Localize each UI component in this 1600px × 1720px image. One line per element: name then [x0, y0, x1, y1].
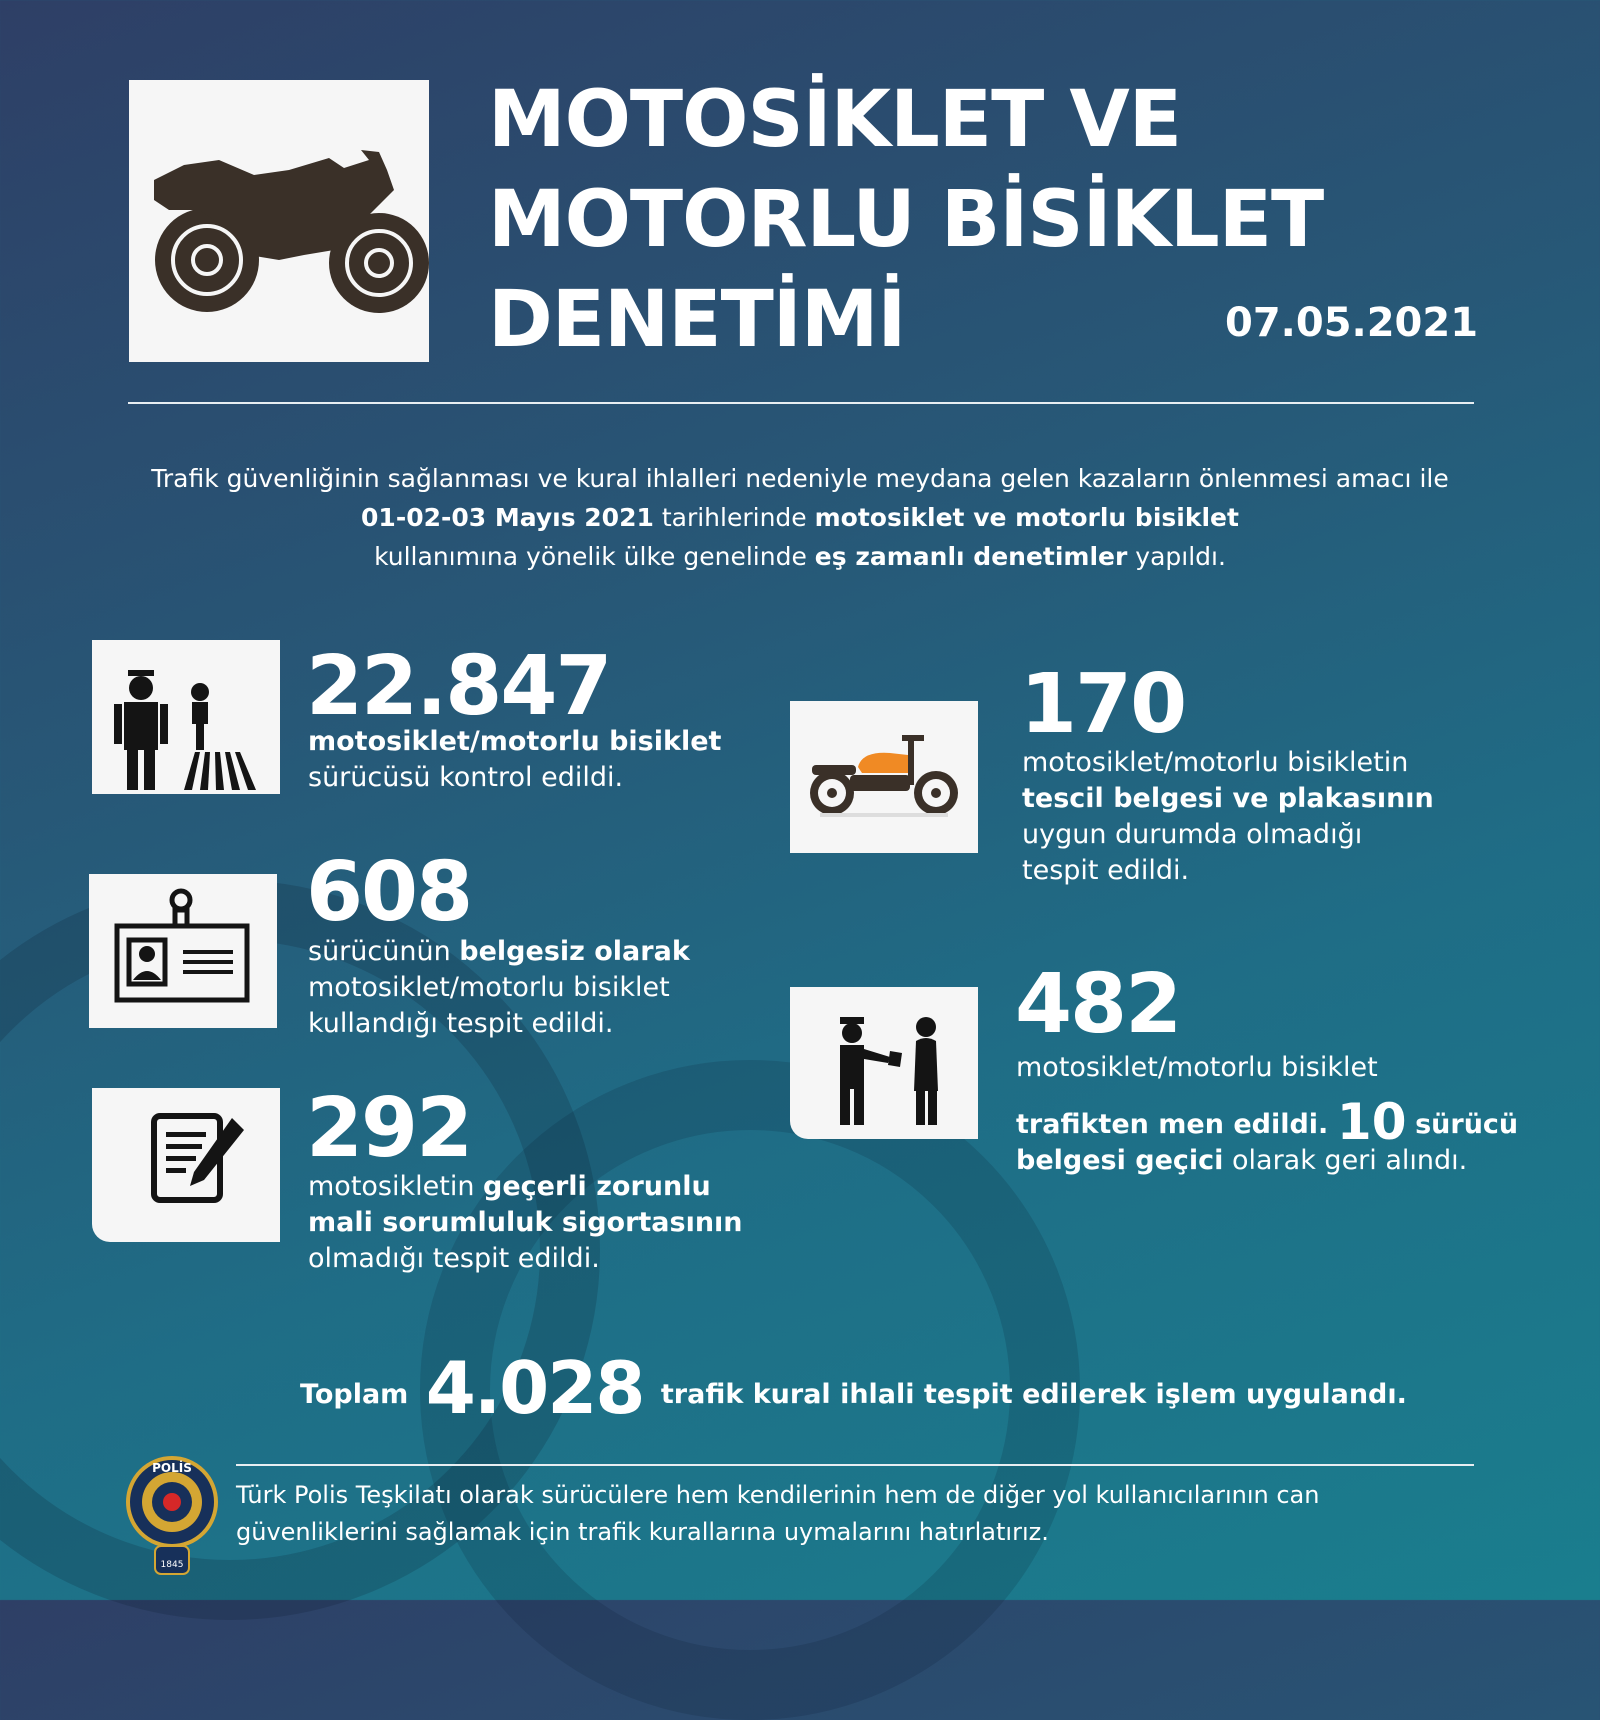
intro-text: Trafik güvenliğinin sağlanması ve kural ihlalleri nedeniyle meydana gelen kazaların önlenmesi amacı ile: [151, 464, 1449, 493]
intro-text: tarihlerinde: [653, 503, 815, 532]
stat-desc-line: motosiklet/motorlu bisiklet: [308, 972, 670, 1003]
stat-desc-line: uygun durumda olmadığı: [1022, 819, 1363, 850]
intro-vehicle-type: motosiklet ve motorlu bisiklet: [814, 503, 1239, 532]
date-label: 07.05.2021: [1225, 300, 1479, 346]
stat-value: 292: [306, 1081, 472, 1176]
header-image-box: [129, 80, 429, 362]
stat-icon-box: [790, 987, 978, 1139]
stat-desc-line: motosiklet/motorlu bisikletin: [1022, 747, 1409, 778]
stat-desc-bold: sürücü: [1415, 1109, 1519, 1140]
intro-text: yapıldı.: [1127, 542, 1226, 571]
title-line: DENETİMİ: [488, 275, 906, 365]
stat-description: [1022, 745, 1434, 889]
footer-divider: [236, 1464, 1474, 1466]
intro-inspection-type: eş zamanlı denetimler: [814, 542, 1128, 571]
police-crosswalk-icon: [92, 640, 280, 794]
title-line: MOTORLU BİSİKLET: [488, 175, 1324, 265]
intro-paragraph: [130, 459, 1470, 576]
title-line: MOTOSİKLET VE: [488, 75, 1182, 165]
logo-year: 1845: [160, 1560, 184, 1570]
police-emblem-icon: [125, 1450, 220, 1580]
stat-desc-bold: mali sorumluluk sigortasının: [308, 1207, 743, 1238]
stat-desc-line: olmadığı tespit edildi.: [308, 1243, 600, 1274]
driver-license-icon: [89, 874, 277, 1028]
document-pen-icon: [92, 1088, 280, 1242]
total-suffix: trafik kural ihlali tespit edilerek işlem uygulandı.: [660, 1379, 1407, 1410]
intro-dates: 01-02-03 Mayıs 2021: [361, 503, 654, 532]
stat-icon-box: [89, 874, 277, 1028]
stat-desc-bold: motosiklet/motorlu bisiklet: [308, 726, 722, 757]
stat-desc-text: olarak geri alındı.: [1223, 1145, 1468, 1176]
stat-description: [308, 724, 721, 796]
stat-desc-text: motosikletin: [308, 1171, 484, 1202]
police-ticket-icon: [790, 987, 978, 1139]
stat-desc-bold: tescil belgesi ve plakasının: [1022, 783, 1434, 814]
logo-top-text: POLİS: [152, 1461, 192, 1475]
cruiser-motorcycle-icon: [790, 701, 978, 853]
stat-desc-bold: belgesi geçici: [1016, 1145, 1224, 1176]
stat-icon-box: [790, 701, 978, 853]
stat-description: [308, 1169, 743, 1277]
stat-desc-line: tespit edildi.: [1022, 855, 1190, 886]
stat-value: 170: [1020, 657, 1186, 752]
stat-desc-bold: trafikten men edildi.: [1016, 1109, 1329, 1140]
stat-description: [1016, 1050, 1536, 1179]
stat-desc-line: kullandığı tespit edildi.: [308, 1008, 614, 1039]
footer-text: Türk Polis Teşkilatı olarak sürücülere hem kendilerinin hem de diğer yol kullanıcılarının can güvenliklerini sağlamak için trafik kurallarına uymalarını hatırlatırız.: [236, 1481, 1320, 1546]
stat-description: [308, 934, 690, 1042]
stat-desc-bold: belgesiz olarak: [459, 936, 690, 967]
stat-icon-box: [92, 640, 280, 794]
stat-value: 482: [1015, 957, 1181, 1052]
stat-desc-text: sürücünün: [308, 936, 460, 967]
stat-icon-box: [92, 1088, 280, 1242]
stat-desc-bold: geçerli zorunlu: [483, 1171, 711, 1202]
stat-desc-line: motosiklet/motorlu bisiklet: [1016, 1052, 1378, 1083]
header-divider: [128, 402, 1474, 404]
stat-value: 608: [306, 845, 472, 940]
stat-value: 22.847: [306, 639, 611, 734]
stat-inline-number: 10: [1336, 1093, 1407, 1151]
total-summary: [300, 1346, 1407, 1430]
stat-desc-line: sürücüsü kontrol edildi.: [308, 762, 624, 793]
total-prefix: Toplam: [300, 1379, 409, 1410]
police-logo: [125, 1450, 220, 1580]
intro-text: kullanımına yönelik ülke genelinde: [374, 542, 815, 571]
sport-motorcycle-icon: [129, 80, 429, 362]
total-value: 4.028: [425, 1346, 644, 1430]
